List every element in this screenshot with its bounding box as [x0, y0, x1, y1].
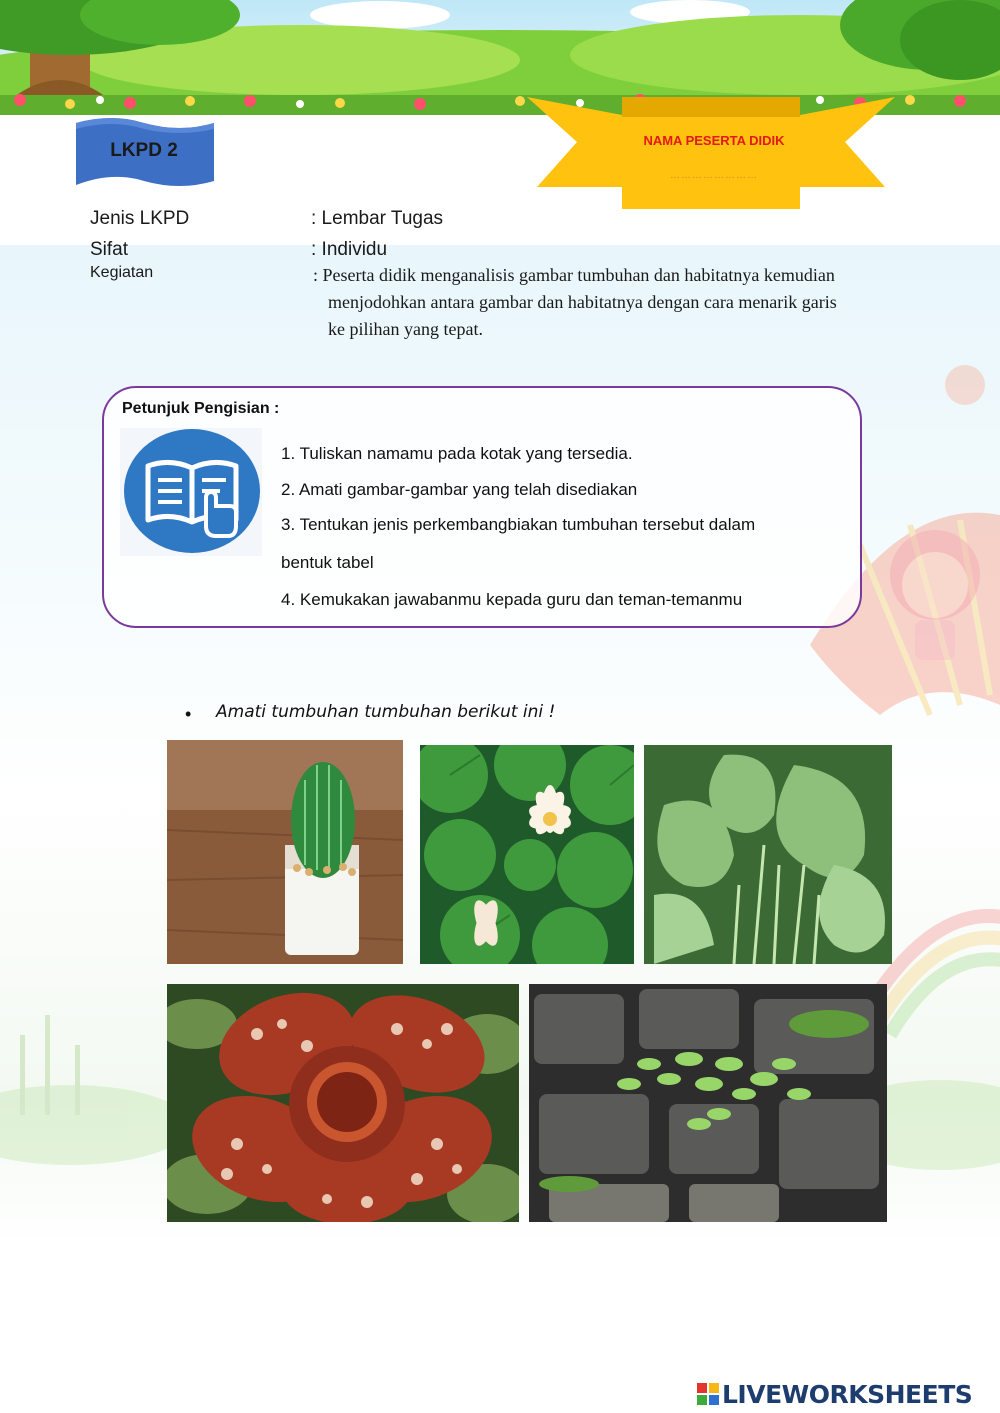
kegiatan-line-3: ke pilihan yang tepat.	[328, 319, 483, 339]
petunjuk-step-2: 2. Amati gambar-gambar yang telah disediakan	[281, 480, 638, 499]
liveworksheets-mark-icon	[697, 1383, 719, 1405]
kegiatan-line-2: menjodohkan antara gambar dan habitatnya dengan cara menarik garis	[328, 292, 837, 312]
student-name-field[interactable]: ……………………	[670, 170, 758, 181]
student-name-label: NAMA PESERTA DIDIK	[643, 133, 785, 148]
jenis-lkpd-value: : Lembar Tugas	[311, 208, 444, 229]
sifat-value: : Individu	[311, 239, 388, 260]
name-ribbon	[527, 97, 895, 212]
fern-on-rock-photo	[529, 984, 887, 1222]
water-lily-photo	[420, 745, 634, 964]
liveworksheets-wordmark: LIVEWORKSHEETS	[722, 1379, 973, 1409]
bullet-point: •	[185, 704, 192, 724]
kegiatan-line-1: : Peserta didik menganalisis gambar tumbuhan dan habitatnya kemudian	[313, 265, 835, 285]
lkpd-title: LKPD 2	[110, 140, 178, 161]
kegiatan-label: Kegiatan	[90, 264, 154, 281]
sifat-label: Sifat	[90, 239, 129, 260]
jenis-lkpd-label: Jenis LKPD	[90, 208, 190, 229]
liveworksheets-logo	[697, 1377, 972, 1411]
rafflesia-photo	[167, 984, 519, 1222]
petunjuk-step-3-continued: bentuk tabel	[281, 553, 374, 572]
petunjuk-step-3: 3. Tentukan jenis perkembangbiakan tumbuhan tersebut dalam	[281, 515, 756, 534]
observation-instruction: Amati tumbuhan tumbuhan berikut ini !	[216, 702, 556, 722]
cactus-photo	[167, 740, 403, 964]
taro-leaf-photo	[644, 745, 892, 964]
petunjuk-step-1: 1. Tuliskan namamu pada kotak yang tersedia.	[281, 444, 633, 463]
petunjuk-step-4: 4. Kemukakan jawabanmu kepada guru dan teman-temanmu	[281, 590, 743, 609]
open-book-hand-icon	[120, 428, 262, 556]
kegiatan-description	[313, 262, 903, 343]
petunjuk-title: Petunjuk Pengisian :	[122, 400, 280, 417]
